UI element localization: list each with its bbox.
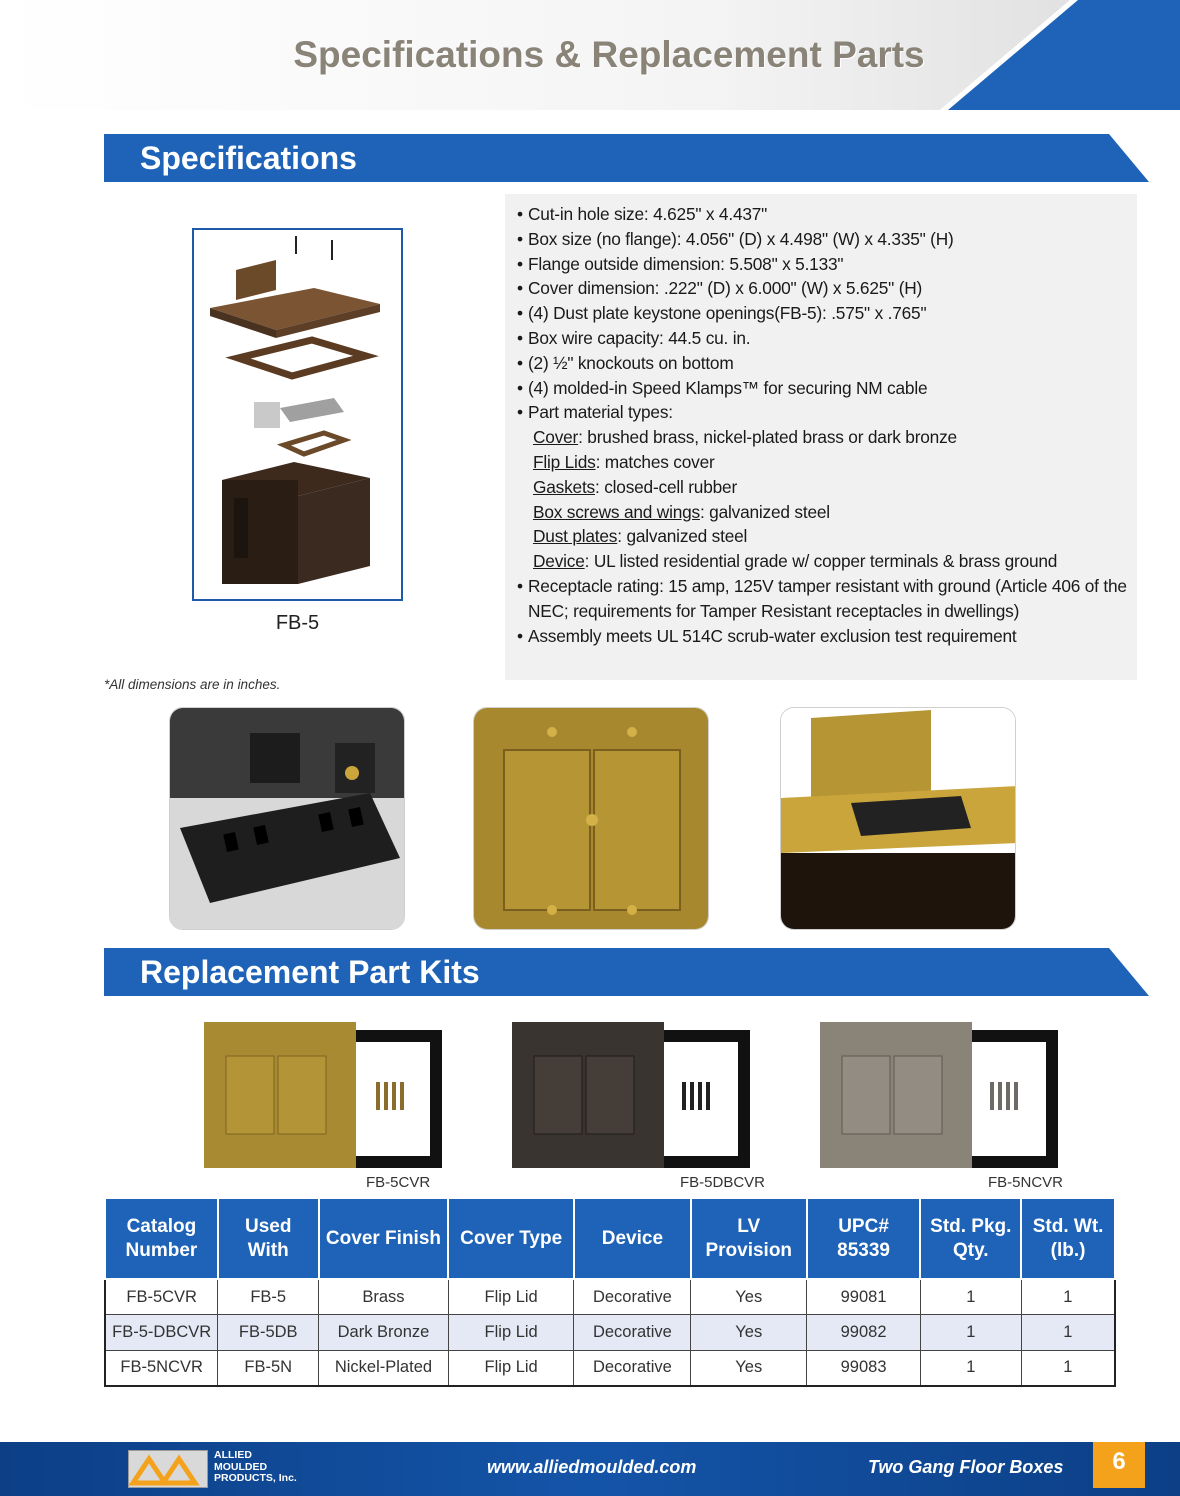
- company-logo: [128, 1450, 208, 1488]
- cell-cover-type: Flip Lid: [448, 1279, 574, 1315]
- material-item: [517, 500, 1127, 525]
- header-device: Device: [574, 1198, 691, 1279]
- kit-caption: FB-5CVR: [366, 1174, 431, 1191]
- cell-pkg-qty: 1: [920, 1350, 1021, 1386]
- material-term: Gaskets: [533, 476, 595, 497]
- header-std-pkg-qty: Std. Pkg. Qty.: [920, 1198, 1021, 1279]
- header-upc: UPC# 85339: [807, 1198, 921, 1279]
- cell-pkg-qty: 1: [920, 1315, 1021, 1351]
- cell-cover-finish: Dark Bronze: [319, 1315, 449, 1351]
- specifications-list: [517, 202, 1127, 648]
- kit-brass-image: [204, 1022, 454, 1172]
- cell-lv-provision: Yes: [691, 1279, 807, 1315]
- specifications-panel: [505, 194, 1137, 680]
- open-flip-lid-photo: [780, 707, 1016, 930]
- page-title: Specifications & Replacement Parts: [293, 34, 925, 75]
- material-term: Flip Lids: [533, 451, 596, 472]
- table-row: [105, 1279, 1115, 1315]
- material-item: [517, 475, 1127, 500]
- cell-upc: 99083: [807, 1350, 921, 1386]
- page-footer: [0, 1442, 1180, 1496]
- material-item: [517, 425, 1127, 450]
- kit-caption: FB-5DBCVR: [680, 1174, 766, 1191]
- cell-device: Decorative: [574, 1315, 691, 1351]
- spec-bullet: • Cover dimension: .222" (D) x 6.000" (W) x 5.625" (H): [517, 276, 1127, 301]
- cell-weight: 1: [1021, 1315, 1115, 1351]
- material-desc: : closed-cell rubber: [595, 476, 737, 497]
- header-lv-provision: LV Provision: [691, 1198, 807, 1279]
- header-std-wt: Std. Wt. (lb.): [1021, 1198, 1115, 1279]
- cell-device: Decorative: [574, 1279, 691, 1315]
- material-term: Box screws and wings: [533, 501, 700, 522]
- closed-cover-photo: [473, 707, 709, 930]
- replacement-parts-table: [104, 1197, 1116, 1387]
- material-desc: : galvanized steel: [617, 526, 748, 547]
- spec-bullet: • Box wire capacity: 44.5 cu. in.: [517, 326, 1127, 351]
- spec-bullet: • Cut-in hole size: 4.625" x 4.437": [517, 202, 1127, 227]
- cell-used-with: FB-5DB: [218, 1315, 319, 1351]
- spec-bullet: • (4) Dust plate keystone openings(FB-5): .575" x .765": [517, 301, 1127, 326]
- spec-bullet: • Box size (no flange): 4.056" (D) x 4.498" (W) x 4.335" (H): [517, 227, 1127, 252]
- product-exploded-image: [192, 228, 403, 601]
- material-term: Cover: [533, 427, 579, 448]
- cell-cover-finish: Nickel-Plated: [319, 1350, 449, 1386]
- page-number: 6: [1093, 1442, 1145, 1488]
- header-cover-type: Cover Type: [448, 1198, 574, 1279]
- cell-lv-provision: Yes: [691, 1350, 807, 1386]
- spec-bullet: • (2) ½" knockouts on bottom: [517, 351, 1127, 376]
- cell-upc: 99082: [807, 1315, 921, 1351]
- material-desc: : UL listed residential grade w/ copper terminals & brass ground: [584, 551, 1058, 572]
- product-caption: FB-5: [275, 612, 320, 634]
- spec-bullet: • Receptacle rating: 15 amp, 125V tamper resistant with ground (Article 406 of the NEC; requirements for Tamper Resistant receptacles in dwellings): [517, 574, 1127, 624]
- spec-bullet: • (4) molded-in Speed Klamps™ for securing NM cable: [517, 376, 1127, 401]
- table-header-row: [105, 1198, 1115, 1279]
- material-item: [517, 524, 1127, 549]
- material-desc: : galvanized steel: [699, 501, 830, 522]
- cell-weight: 1: [1021, 1279, 1115, 1315]
- cell-catalog-number: FB-5NCVR: [105, 1350, 218, 1386]
- material-term: Dust plates: [533, 526, 618, 547]
- table-row: [105, 1315, 1115, 1351]
- cell-catalog-number: FB-5CVR: [105, 1279, 218, 1315]
- material-item: [517, 549, 1127, 574]
- receptacle-photo: [169, 707, 405, 930]
- header-catalog-number: Catalog Number: [105, 1198, 218, 1279]
- company-name: ALLIED MOULDED PRODUCTS, Inc.: [214, 1449, 297, 1484]
- header-used-with: Used With: [218, 1198, 319, 1279]
- header-cover-finish: Cover Finish: [319, 1198, 449, 1279]
- cell-catalog-number: FB-5-DBCVR: [105, 1315, 218, 1351]
- kit-dark-bronze-image: [512, 1022, 762, 1172]
- kit-nickel-image: [820, 1022, 1070, 1172]
- cell-pkg-qty: 1: [920, 1279, 1021, 1315]
- cell-weight: 1: [1021, 1350, 1115, 1386]
- cell-cover-finish: Brass: [319, 1279, 449, 1315]
- material-item: [517, 450, 1127, 475]
- material-term: Device: [533, 551, 585, 572]
- cell-cover-type: Flip Lid: [448, 1315, 574, 1351]
- cell-device: Decorative: [574, 1350, 691, 1386]
- kit-caption: FB-5NCVR: [988, 1174, 1064, 1191]
- material-desc: : matches cover: [595, 451, 715, 472]
- cell-cover-type: Flip Lid: [448, 1350, 574, 1386]
- cell-used-with: FB-5: [218, 1279, 319, 1315]
- spec-bullet: • Part material types:: [517, 400, 1127, 425]
- dimensions-footnote: *All dimensions are in inches.: [104, 677, 281, 692]
- spec-bullet: • Assembly meets UL 514C scrub-water exclusion test requirement: [517, 624, 1127, 649]
- replacement-kits-banner: [104, 948, 1149, 996]
- specifications-heading: Specifications: [140, 140, 357, 176]
- cell-used-with: FB-5N: [218, 1350, 319, 1386]
- specifications-banner: [104, 134, 1149, 182]
- table-row: [105, 1350, 1115, 1386]
- footer-url[interactable]: www.alliedmoulded.com: [487, 1457, 697, 1477]
- replacement-kits-heading: Replacement Part Kits: [140, 954, 480, 990]
- cell-lv-provision: Yes: [691, 1315, 807, 1351]
- cell-upc: 99081: [807, 1279, 921, 1315]
- material-desc: : brushed brass, nickel-plated brass or dark bronze: [578, 427, 957, 448]
- footer-category: Two Gang Floor Boxes: [868, 1457, 1064, 1477]
- spec-bullet: • Flange outside dimension: 5.508" x 5.133": [517, 252, 1127, 277]
